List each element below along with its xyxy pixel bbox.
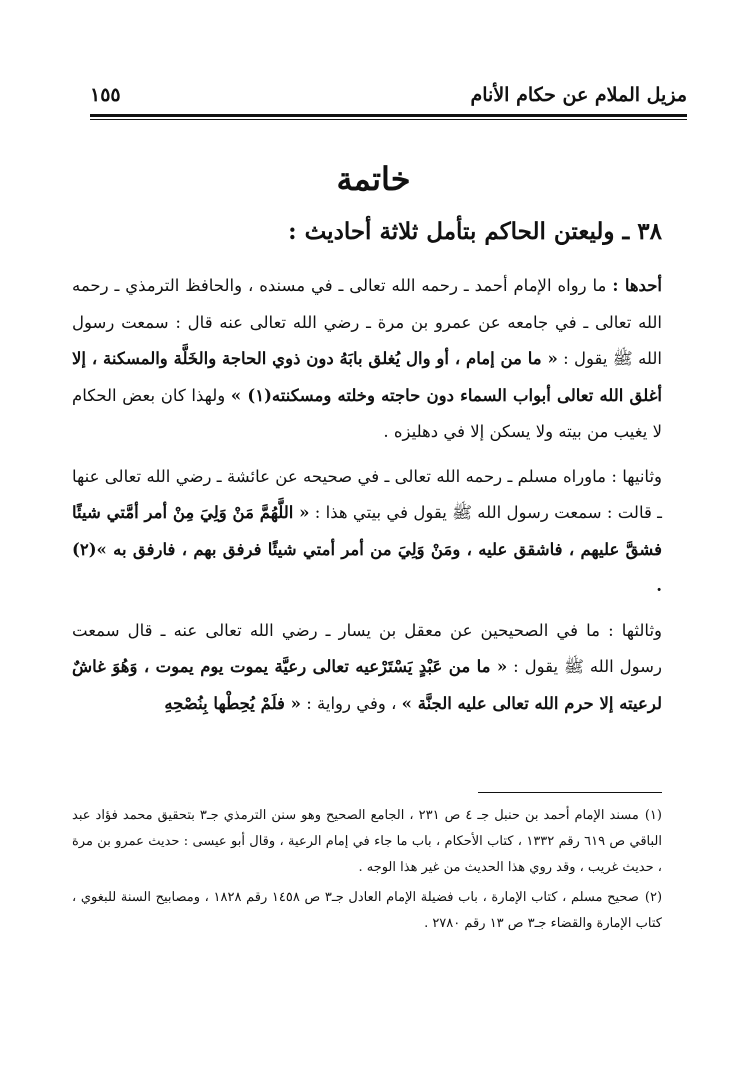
chapter-title: خاتمة xyxy=(336,160,411,198)
page-number: ١٥٥ xyxy=(90,84,121,106)
footnote-separator xyxy=(478,792,662,793)
footnote-2 xyxy=(72,885,662,937)
footnotes xyxy=(72,803,662,941)
footnote-number: (١) xyxy=(644,808,662,823)
paragraph-text: وثالثها : ما في الصحيحين عن معقل بن يسار ـ رضي الله تعالى عنه ـ قال سمعت رسول الله ﷺ يقول : xyxy=(72,620,662,676)
hadith-quote: « ما من إمام ، أو وال يُغلق بابَهُ دون ذوي الحاجة والخَلَّة والمسكنة ، إلا أغلق الله تعالى أبواب السماء دون حاجته وخلته ومسكنته(١) » xyxy=(72,349,662,405)
running-header xyxy=(90,78,687,112)
paragraph-3 xyxy=(72,613,662,723)
body-text xyxy=(72,268,662,730)
hadith-quote: « اللَّهُمَّ مَنْ وَلِيَ مِنْ أمر أمَّتي شيئًا فشقَّ عليهم ، فاشقق عليه ، ومَنْ وَلِيَ من أمر أمتي شيئًا فرفق بهم ، فارفق به »(٢) . xyxy=(72,503,662,595)
footnote-1 xyxy=(72,803,662,881)
paragraph-2 xyxy=(72,459,662,605)
paragraph-text: وثانيها : ماوراه مسلم ـ رحمه الله تعالى ـ في صحيحه عن عائشة ـ رضي الله تعالى عنها ـ قالت : سمعت رسول الله ﷺ يقول في بيتي هذا : xyxy=(72,466,662,522)
paragraph-1 xyxy=(72,268,662,451)
header-rule-thick xyxy=(90,114,687,117)
hadith-quote: « فلَمْ يُحِطْها بِنُصْحِهِ xyxy=(164,693,301,713)
section-heading: ٣٨ ـ وليعتن الحاكم بتأمل ثلاثة أحاديث : xyxy=(288,218,662,245)
footnote-text: مسند الإمام أحمد بن حنبل جـ ٤ ص ٢٣١ ، الجامع الصحيح وهو سنن الترمذي جـ٣ بتحقيق محمد فؤاد عبد الباقي ص ٦١٩ رقم ١٣٣٢ ، كتاب الأحكام ، باب ما جاء في إمام الرعية ، وقال أبو عيسى : حديث عمرو بن مرة ، حديث غريب ، وقد روي هذا الحديث من غير هذا الوجه . xyxy=(72,808,662,875)
header-rule-thin xyxy=(90,119,687,120)
paragraph-lead: أحدها : xyxy=(612,276,662,295)
footnote-number: (٢) xyxy=(644,890,663,905)
hadith-quote: « ما من عَبْدٍ يَسْتَرْعيه تعالى رعيَّة يموت يوم يموت ، وَهُوَ غاشٌ لرعيته إلا حرم الله تعالى عليه الجنَّة » xyxy=(72,657,662,713)
book-title: مزيل الملام عن حكام الأنام xyxy=(470,84,687,106)
paragraph-text: ولهذا كان بعض الحكام لا يغيب من بيته ولا يسكن إلا في دهليزه . xyxy=(72,385,662,441)
footnote-text: صحيح مسلم ، كتاب الإمارة ، باب فضيلة الإمام العادل جـ٣ ص ١٤٥٨ رقم ١٨٢٨ ، ومصابيح السنة للبغوي ، كتاب الإمارة والقضاء جـ٣ ص ١٣ رقم ٢٧٨٠ . xyxy=(72,890,662,931)
paragraph-text: ما رواه الإمام أحمد ـ رحمه الله تعالى ـ في مسنده ، والحافظ الترمذي ـ رحمه الله تعالى ـ في جامعه عن عمرو بن مرة ـ رضي الله تعالى عنه قال : سمعت رسول الله ﷺ يقول : xyxy=(72,276,662,368)
paragraph-text: ، وفي رواية : xyxy=(300,693,402,713)
